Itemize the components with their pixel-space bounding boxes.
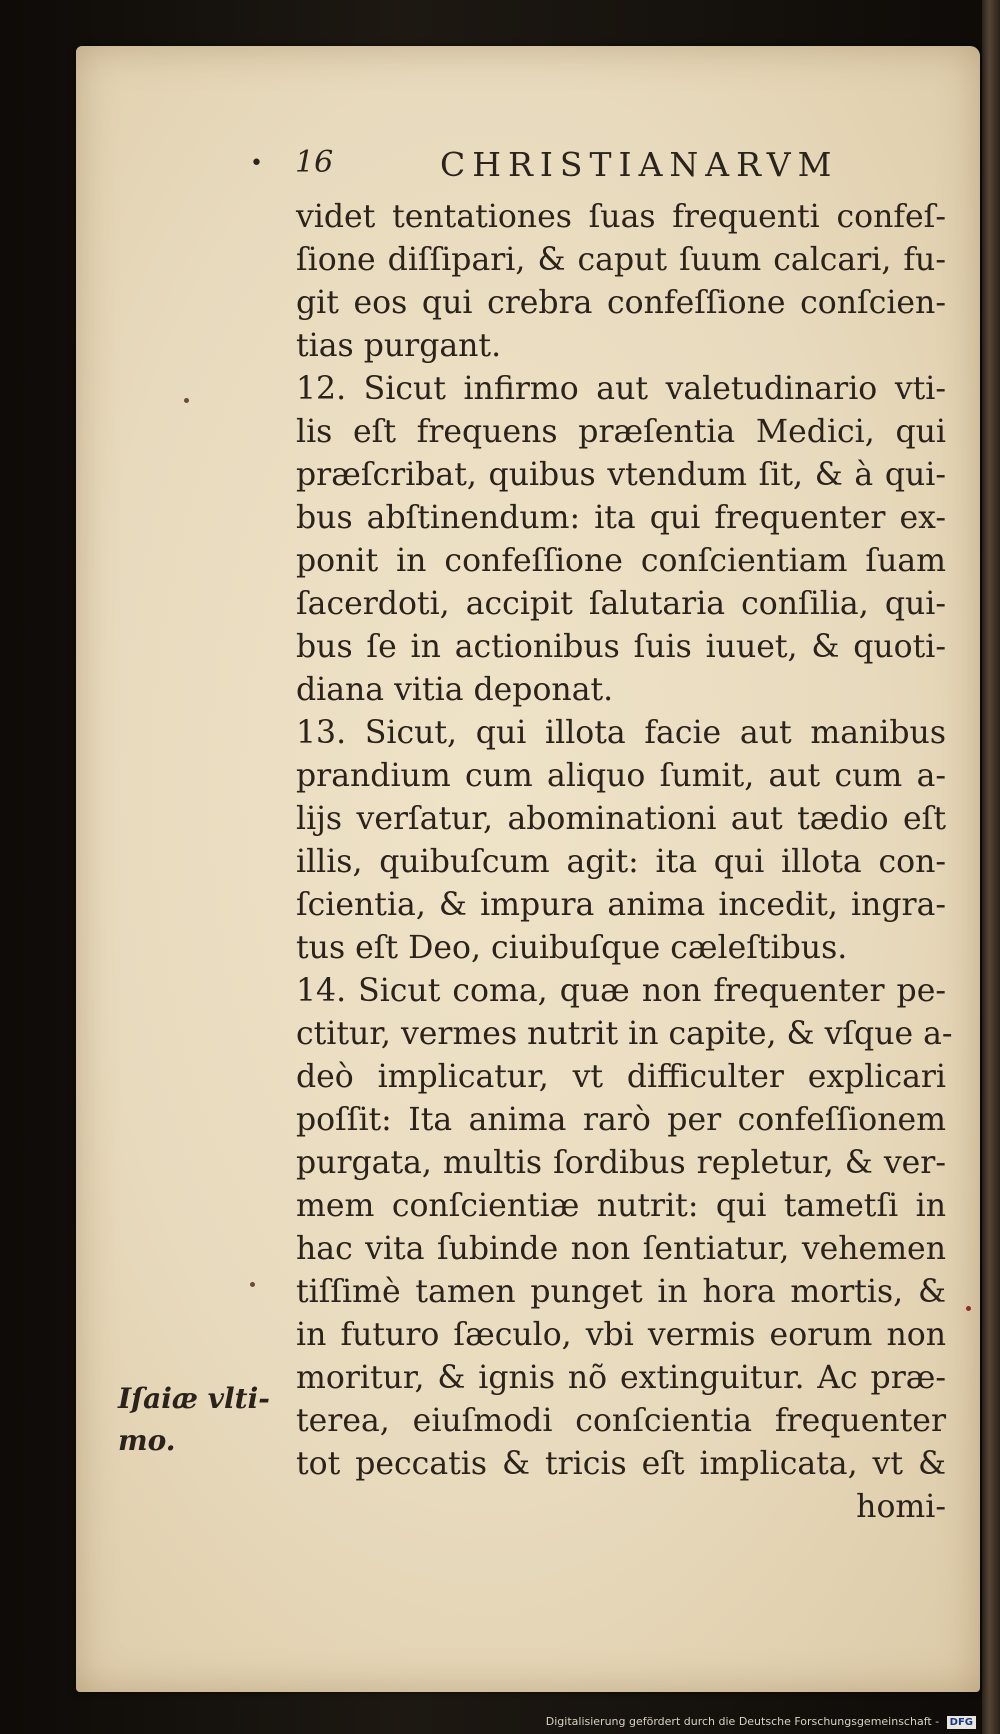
text-line: prandium cum aliquo ſumit, aut cum a- (296, 758, 946, 794)
text-line: præſcribat, quibus vtendum ſit, & à qui- (296, 457, 946, 493)
text-line: hac vita ſubinde non ſentiatur, vehemen (296, 1231, 946, 1267)
dfg-logo: DFG (947, 1716, 976, 1729)
text-line: moritur, & ignis nõ extinguitur. Ac præ- (296, 1360, 946, 1396)
paper-speck (966, 1306, 971, 1311)
text-line: mem conſcientiæ nutrit: qui tametſi in (296, 1188, 946, 1224)
book-edge (982, 0, 1000, 1734)
text-line: poſſit: Ita anima rarò per confeſſionem (296, 1102, 946, 1138)
paper-speck (184, 398, 189, 403)
page-header (250, 145, 890, 189)
text-line: deò implicatur, vt difficulter explicari (296, 1059, 946, 1095)
text-line: terea, eiuſmodi conſcientia frequenter (296, 1403, 946, 1439)
text-line: ſacerdoti, accipit ſalutaria conſilia, qui- (296, 586, 946, 622)
marginal-note (118, 1378, 288, 1462)
text-line: diana vitia deponat. (296, 672, 614, 708)
text-line: illis, quibuſcum agit: ita qui illota con- (296, 844, 946, 880)
text-line: ctitur, vermes nutrit in capite, & vſque a- (296, 1016, 953, 1052)
text-line: in futuro ſæculo, vbi vermis eorum non (296, 1317, 946, 1353)
text-line: ſcientia, & impura anima incedit, ingra- (296, 887, 946, 923)
text-line: purgata, multis ſordibus repletur, & ver- (296, 1145, 946, 1181)
running-head: CHRISTIANARVM (440, 145, 839, 184)
header-mark: • (250, 151, 263, 176)
catchword: homi- (856, 1489, 946, 1525)
credit-text: Digitalisierung gefördert durch die Deutsche Forschungsgemeinschaft - (545, 1715, 940, 1728)
text-line: lijs verſatur, abominationi aut tædio eſt (296, 801, 946, 837)
paper-speck (250, 1282, 255, 1287)
text-line: ſione diſſipari, & caput ſuum calcari, fu- (296, 242, 946, 278)
page-number: 16 (295, 145, 334, 180)
text-line: 14. Sicut coma, quæ non frequenter pe- (296, 973, 946, 1009)
text-line: bus abſtinendum: ita qui frequenter ex- (296, 500, 946, 536)
text-line: lis eſt frequens præſentia Medici, qui (296, 414, 946, 450)
marginal-note-line: Iſaiæ vlti- (118, 1382, 270, 1415)
text-line: bus ſe in actionibus ſuis iuuet, & quoti- (296, 629, 946, 665)
text-line: videt tentationes ſuas frequenti confeſ- (296, 199, 946, 235)
digitization-credit (546, 1714, 976, 1730)
text-line: tias purgant. (296, 328, 502, 364)
text-line: tus eſt Deo, ciuibuſque cæleſtibus. (296, 930, 848, 966)
marginal-note-line: mo. (118, 1424, 176, 1457)
body-text (296, 196, 953, 1529)
text-line: 13. Sicut, qui illota facie aut manibus (296, 715, 946, 751)
text-line: 12. Sicut infirmo aut valetudinario vti- (296, 371, 946, 407)
text-line: ponit in confeſſione conſcientiam ſuam (296, 543, 946, 579)
text-line: tot peccatis & tricis eſt implicata, vt & (296, 1446, 946, 1482)
text-line: tiſſimè tamen punget in hora mortis, & (296, 1274, 946, 1310)
text-line: git eos qui crebra confeſſione conſcien- (296, 285, 946, 321)
